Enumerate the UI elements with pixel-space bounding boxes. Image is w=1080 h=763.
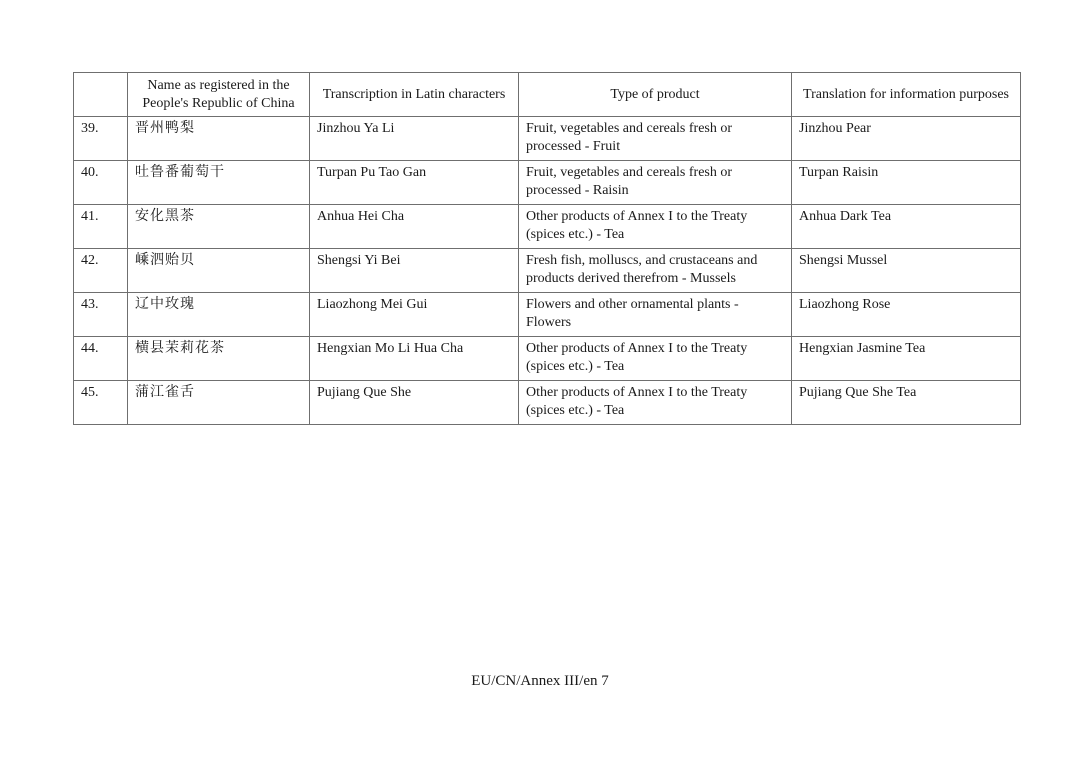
translation-cell: Pujiang Que She Tea xyxy=(792,381,1021,425)
product-type-cell: Fruit, vegetables and cereals fresh or processed - Fruit xyxy=(519,117,792,161)
registered-name-cell: 嵊泗贻贝 xyxy=(128,249,310,293)
registered-name-cell: 晋州鸭梨 xyxy=(128,117,310,161)
table-row xyxy=(74,337,1021,381)
translation-cell: Turpan Raisin xyxy=(792,161,1021,205)
translation-cell: Anhua Dark Tea xyxy=(792,205,1021,249)
row-number: 42. xyxy=(74,249,128,293)
registered-name-cell: 吐鲁番葡萄干 xyxy=(128,161,310,205)
transcription-cell: Liaozhong Mei Gui xyxy=(310,293,519,337)
gi-registry-table xyxy=(73,72,1021,425)
table-row xyxy=(74,205,1021,249)
header-number xyxy=(74,73,128,117)
translation-cell: Jinzhou Pear xyxy=(792,117,1021,161)
row-number: 41. xyxy=(74,205,128,249)
row-number: 45. xyxy=(74,381,128,425)
product-type-cell: Other products of Annex I to the Treaty (spices etc.) - Tea xyxy=(519,205,792,249)
transcription-cell: Jinzhou Ya Li xyxy=(310,117,519,161)
table-row xyxy=(74,381,1021,425)
row-number: 43. xyxy=(74,293,128,337)
transcription-cell: Turpan Pu Tao Gan xyxy=(310,161,519,205)
header-translation: Translation for information purposes xyxy=(792,73,1021,117)
row-number: 44. xyxy=(74,337,128,381)
header-transcription: Transcription in Latin characters xyxy=(310,73,519,117)
header-product-type: Type of product xyxy=(519,73,792,117)
transcription-cell: Shengsi Yi Bei xyxy=(310,249,519,293)
translation-cell: Hengxian Jasmine Tea xyxy=(792,337,1021,381)
header-registered-name: Name as registered in the People's Republic of China xyxy=(128,73,310,117)
table-row xyxy=(74,117,1021,161)
registered-name-cell: 蒲江雀舌 xyxy=(128,381,310,425)
registered-name-cell: 横县茉莉花茶 xyxy=(128,337,310,381)
table-row xyxy=(74,161,1021,205)
row-number: 39. xyxy=(74,117,128,161)
product-type-cell: Fruit, vegetables and cereals fresh or processed - Raisin xyxy=(519,161,792,205)
translation-cell: Shengsi Mussel xyxy=(792,249,1021,293)
row-number: 40. xyxy=(74,161,128,205)
transcription-cell: Hengxian Mo Li Hua Cha xyxy=(310,337,519,381)
product-type-cell: Fresh fish, molluscs, and crustaceans and products derived therefrom - Mussels xyxy=(519,249,792,293)
transcription-cell: Pujiang Que She xyxy=(310,381,519,425)
page-footer-reference: EU/CN/Annex III/en 7 xyxy=(471,673,609,689)
transcription-cell: Anhua Hei Cha xyxy=(310,205,519,249)
product-type-cell: Flowers and other ornamental plants - Flowers xyxy=(519,293,792,337)
table-header-row xyxy=(74,73,1021,117)
registered-name-cell: 辽中玫瑰 xyxy=(128,293,310,337)
product-type-cell: Other products of Annex I to the Treaty (spices etc.) - Tea xyxy=(519,337,792,381)
translation-cell: Liaozhong Rose xyxy=(792,293,1021,337)
table-row xyxy=(74,293,1021,337)
registered-name-cell: 安化黑茶 xyxy=(128,205,310,249)
table-row xyxy=(74,249,1021,293)
product-type-cell: Other products of Annex I to the Treaty (spices etc.) - Tea xyxy=(519,381,792,425)
